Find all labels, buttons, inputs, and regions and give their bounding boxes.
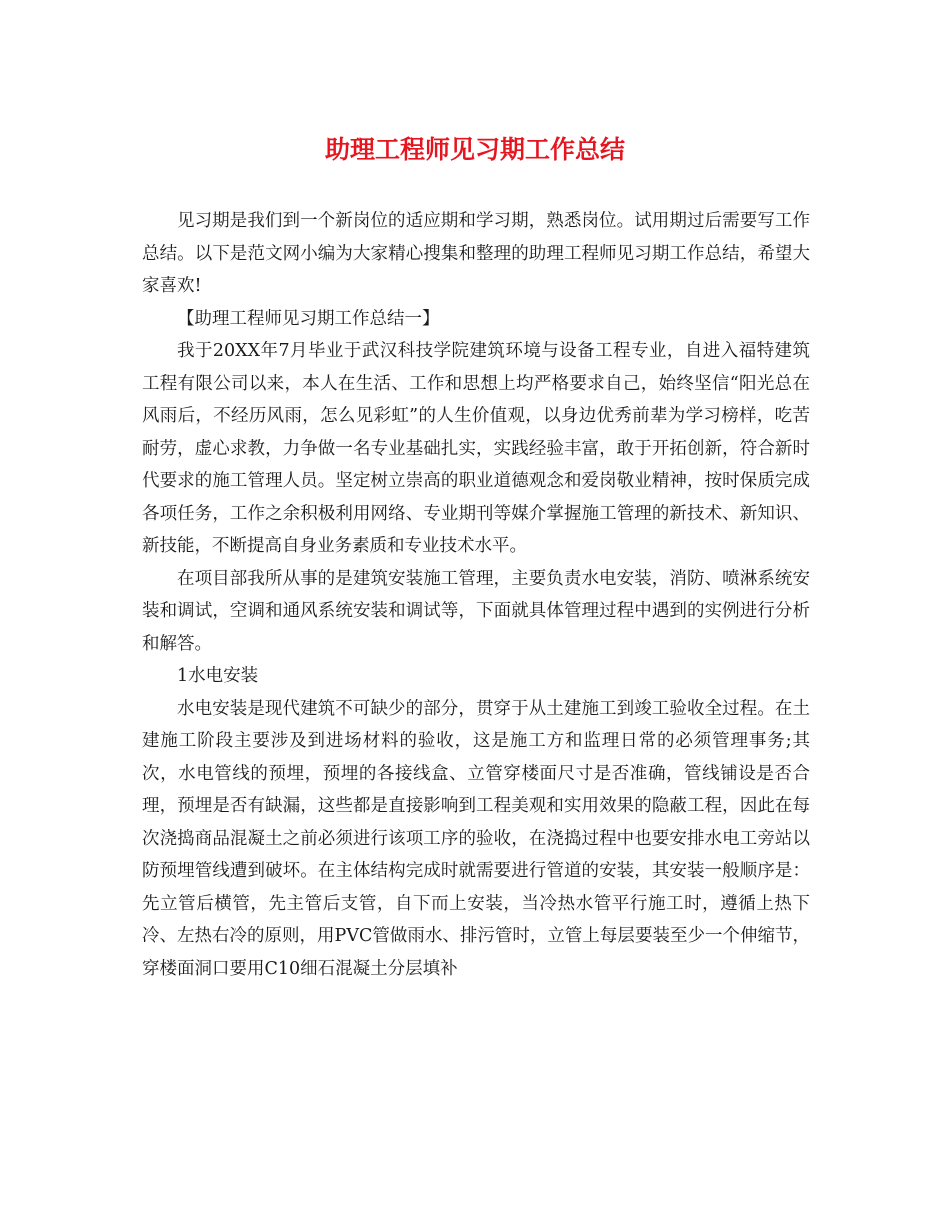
subsection-heading: 1水电安装	[177, 666, 259, 686]
document-body	[142, 205, 810, 985]
paragraph-background: 我于20XX年7月毕业于武汉科技学院建筑环境与设备工程专业，自进入福特建筑工程有限公司以来，本人在生活、工作和思想上均严格要求自己，始终坚信“阳光总在风雨后，不经历风雨，怎么见彩虹”的人生价值观，以身边优秀前辈为学习榜样，吃苦耐劳，虚心求教，力争做一名专业基础扎实，实践经验丰富，敢于开拓创新，符合新时代要求的施工管理人员。坚定树立崇高的职业道德观念和爱岗敬业精神，按时保质完成各项任务，工作之余积极利用网络、专业期刊等媒介掌握施工管理的新技术、新知识、新技能，不断提高自身业务素质和专业技术水平。	[142, 341, 810, 556]
paragraph-installation: 水电安装是现代建筑不可缺少的部分，贯穿于从土建施工到竣工验收全过程。在土建施工阶段主要涉及到进场材料的验收，这是施工方和监理日常的必须管理事务;其次，水电管线的预埋，预埋的各接线盒、立管穿楼面尺寸是否准确，管线铺设是否合理，预埋是否有缺漏，这些都是直接影响到工程美观和实用效果的隐蔽工程，因此在每次浇捣商品混凝土之前必须进行该项工序的验收，在浇捣过程中也要安排水电工旁站以防预埋管线遭到破坏。在主体结构完成时就需要进行管道的安装，其安装一般顺序是：先立管后横管，先主管后支管，自下而上安装，当冷热水管平行施工时，遵循上热下冷、左热右冷的原则，用PVC管做雨水、排污管时，立管上每层要装至少一个伸缩节，穿楼面洞口要用C10细石混凝土分层填补	[142, 698, 810, 979]
section-heading: 【助理工程师见习期工作总结一】	[177, 308, 440, 329]
document-title: 助理工程师见习期工作总结	[324, 135, 625, 164]
paragraph-intro: 见习期是我们到一个新岗位的适应期和学习期，熟悉岗位。试用期过后需要写工作总结。以下是范文网小编为大家精心搜集和整理的助理工程师见习期工作总结，希望大家喜欢!	[142, 211, 810, 296]
paragraph-responsibilities: 在项目部我所从事的是建筑安装施工管理，主要负责水电安装，消防、喷淋系统安装和调试，空调和通风系统安装和调试等，下面就具体管理过程中遇到的实例进行分析和解答。	[142, 568, 810, 654]
